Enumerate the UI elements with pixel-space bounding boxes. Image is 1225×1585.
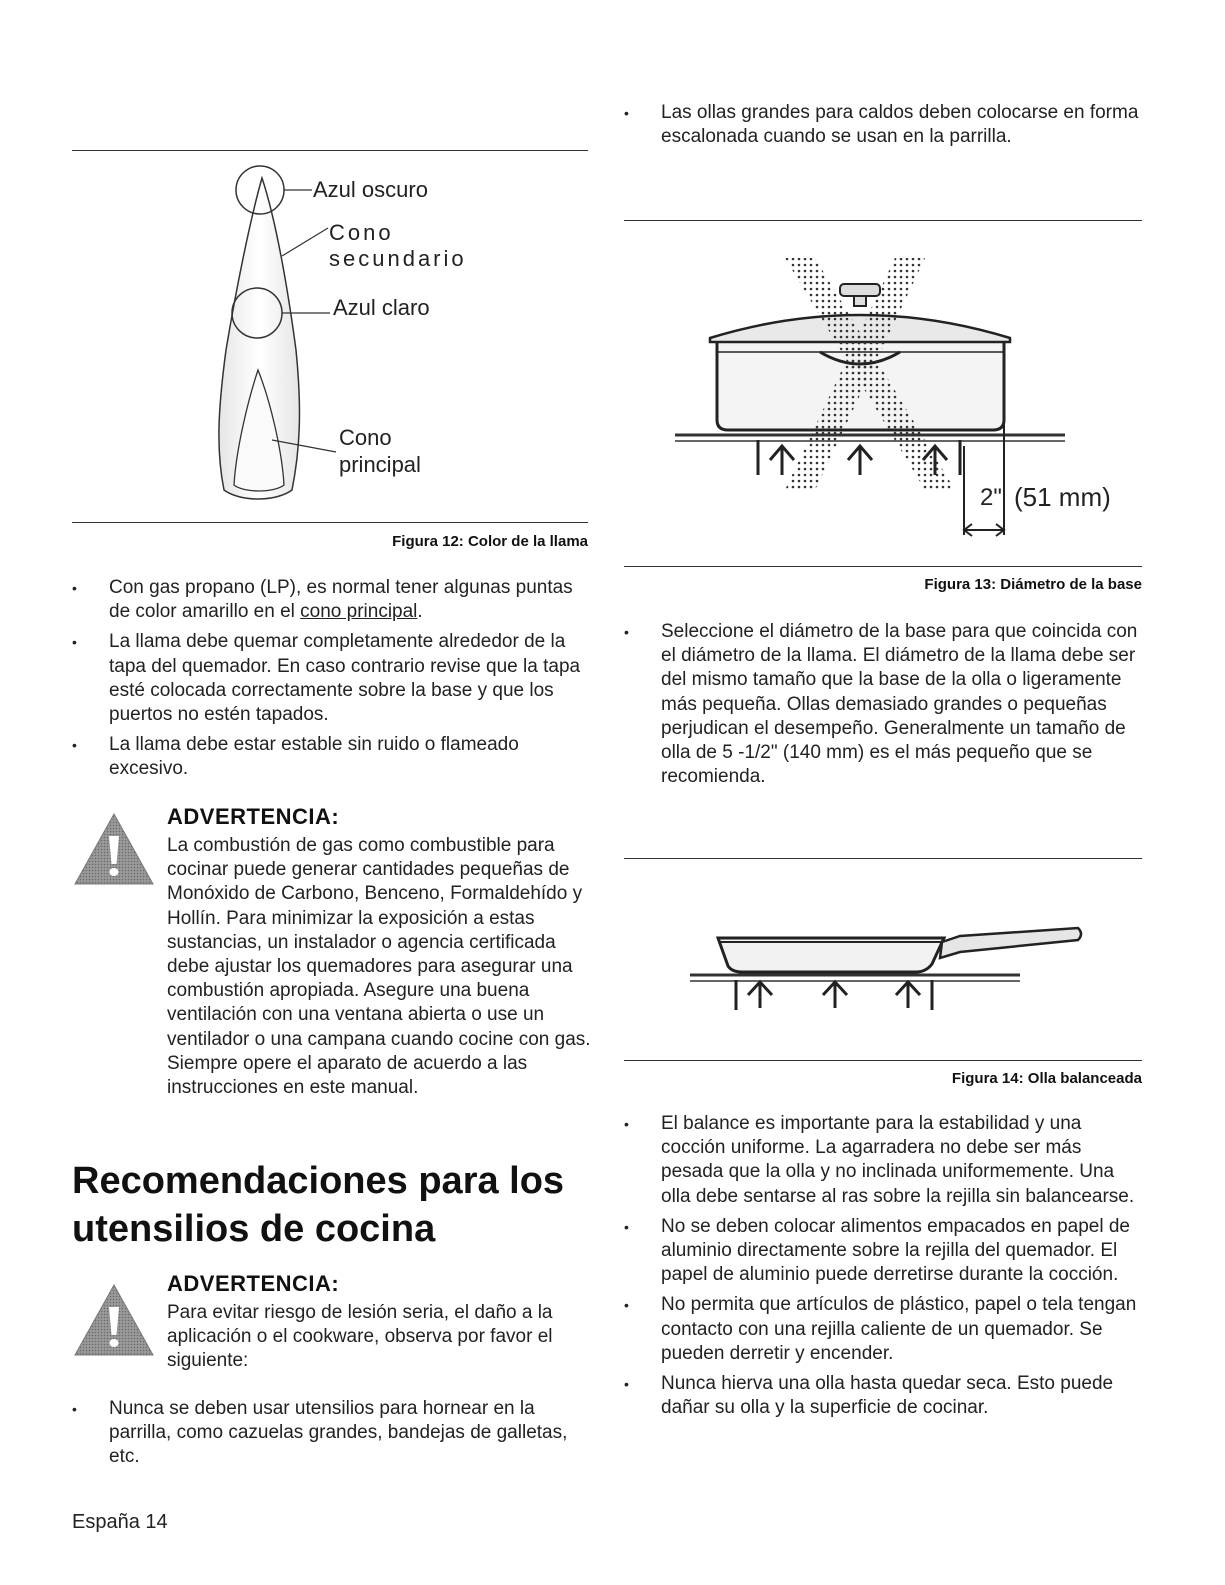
right-bottom-bullet-list [624, 1112, 1144, 1426]
figure13-top-rule [624, 220, 1142, 221]
pan-handle [940, 928, 1081, 958]
left-bullet-list [72, 576, 590, 788]
label-azul-oscuro: Azul oscuro [313, 177, 428, 202]
figure14-caption: Figura 14: Olla balanceada [951, 1070, 1142, 1087]
figure12-top-rule [72, 150, 588, 151]
list-item: • Seleccione el diámetro de la base para que coincida con el diámetro de la llama. El diámetro de la llama debe ser del mismo tamaño que la base de la olla o ligeramente más pequeña. Ollas demasiado grandes o pequeñas perjudican el desempeño. Generalmente un tamaño de olla de 5 -1/2" (140 mm) es el más pequeño que se recomienda. [624, 620, 1144, 789]
warning-triangle-icon [73, 1283, 155, 1357]
figure14-bottom-rule [624, 1060, 1142, 1061]
warning-triangle-icon [73, 812, 155, 886]
dimension-inch-label: 2" [980, 484, 1002, 511]
list-item: • La llama debe quemar completamente alrededor de la tapa del quemador. En caso contrario revise que la tapa esté colocada correctamente sobre la base y que los puertos no estén tapados. [72, 630, 590, 727]
figure13-caption: Figura 13: Diámetro de la base [924, 576, 1142, 593]
label-azul-claro: Azul claro [333, 295, 430, 320]
list-item: • El balance es importante para la estabilidad y una cocción uniforme. La agarradera no debe ser más pesada que la olla y no inclinada uniformemente. Una olla debe sentarse al ras sobre la rejilla sin balancearse. [624, 1112, 1144, 1209]
pot-base-diameter-diagram [670, 250, 1070, 550]
pan-body [718, 938, 944, 972]
list-item: • Nunca se deben usar utensilios para hornear en la parrilla, como cazuelas grandes, bandejas de galletas, etc. [72, 1397, 590, 1470]
label-cono-secundario-2: secundario [329, 246, 467, 271]
left-bottom-bullet-list [72, 1397, 590, 1476]
list-item: • La llama debe estar estable sin ruido o flameado excesivo. [72, 733, 590, 781]
section-title-line1: Recomendaciones para los [72, 1160, 565, 1202]
list-item: • Nunca hierva una olla hasta quedar seca. Esto puede dañar su olla y la superficie de cocinar. [624, 1372, 1144, 1420]
page-footer: España 14 [72, 1511, 168, 1533]
dimension-mm-label: (51 mm) [1014, 482, 1111, 512]
section-title [72, 1157, 612, 1253]
warning-title: ADVERTENCIA: [167, 804, 340, 829]
list-item: • No permita que artículos de plástico, papel o tela tengan contacto con una rejilla caliente de un quemador. Se pueden derretir y encender. [624, 1293, 1144, 1366]
right-top-bullet-list [624, 101, 1144, 155]
label-cono-principal-1: Cono [339, 425, 392, 450]
figure14-top-rule [624, 858, 1142, 859]
warning-text: La combustión de gas como combustible para cocinar puede generar cantidades pequeñas de Monóxido de Carbono, Benceno, Formaldehído y Hollín. Para minimizar la exposición a estas sustancias, un instalador o agencia certificada debe ajustar los quemadores para asegurar una combustión apropiada. Asegure una buena ventilación con una ventana abierta o use un ventilador o una campana cuando cocine con gas. Siempre opere el aparato de acuerdo a las instrucciones en este manual. [167, 835, 591, 1099]
warning-block [167, 804, 592, 1100]
list-item: • Con gas propano (LP), es normal tener algunas puntas de color amarillo en el cono principal. [72, 576, 590, 624]
figure12-caption: Figura 12: Color de la llama [392, 533, 588, 550]
balanced-pan-diagram [680, 920, 1090, 1020]
warning-block [167, 1271, 592, 1374]
list-item: • Las ollas grandes para caldos deben colocarse en forma escalonada cuando se usan en la parrilla. [624, 101, 1144, 149]
right-mid-bullet-list [624, 620, 1144, 795]
list-item: • No se deben colocar alimentos empacados en papel de aluminio directamente sobre la rejilla del quemador. El papel de aluminio puede derretirse durante la cocción. [624, 1215, 1144, 1288]
label-cono-secundario-1: Cono [329, 220, 394, 245]
figure12-bottom-rule [72, 522, 588, 523]
warning-text: Para evitar riesgo de lesión seria, el daño a la aplicación o el cookware, observa por favor el siguiente: [167, 1302, 553, 1372]
label-cono-principal-2: principal [339, 452, 421, 477]
lid-knob [840, 284, 880, 296]
warning-title: ADVERTENCIA: [167, 1271, 340, 1296]
section-title-line2: utensilios de cocina [72, 1208, 436, 1250]
figure13-bottom-rule [624, 566, 1142, 567]
